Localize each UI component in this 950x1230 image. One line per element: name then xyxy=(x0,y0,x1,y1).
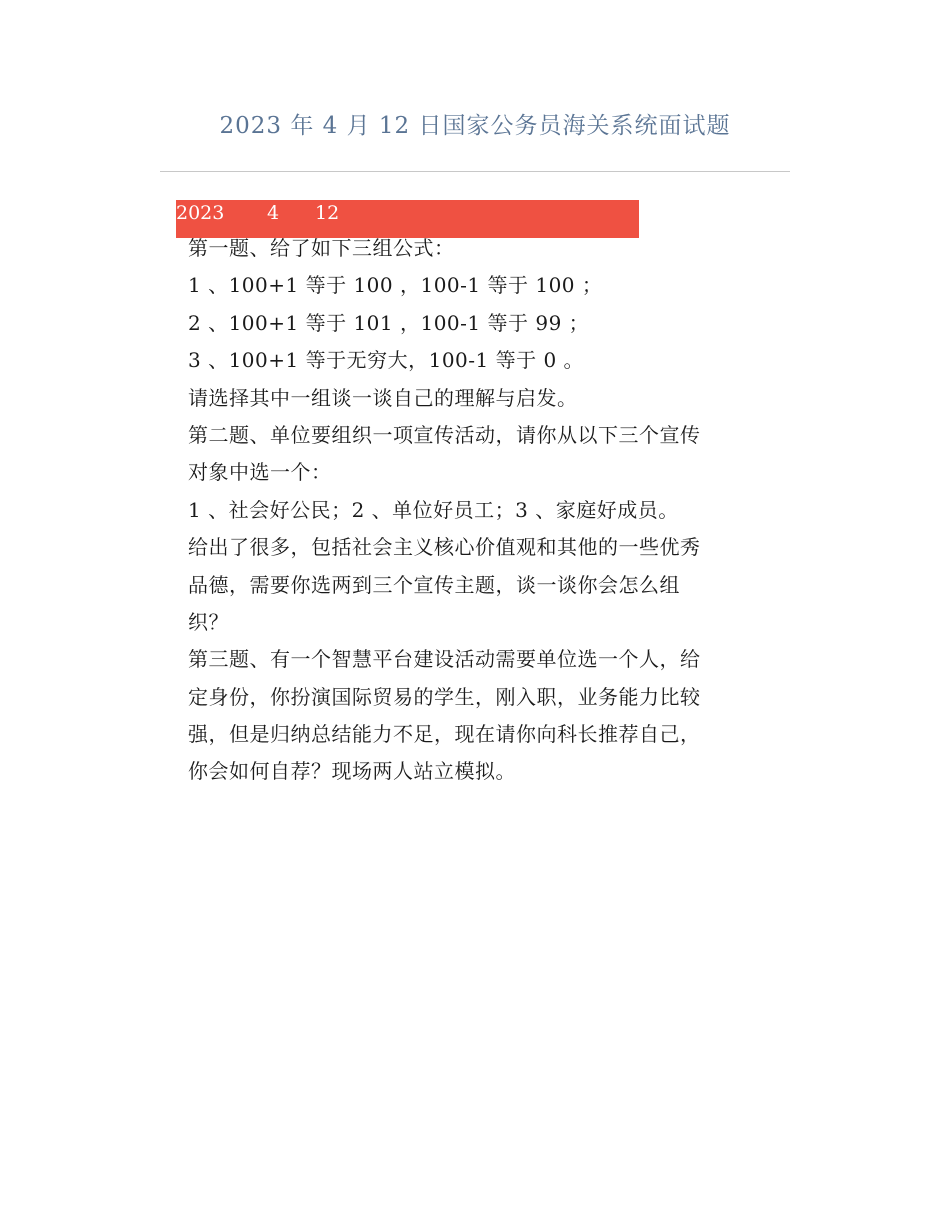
body-line: 请选择其中一组谈一谈自己的理解与启发。 xyxy=(188,385,578,410)
question-2-heading: 第二题、单位要组织一项宣传活动，请你从以下三个宣传 xyxy=(188,422,701,447)
formula-line: 3 、100+1 等于无穷大，100-1 等于 0 。 xyxy=(188,348,585,373)
body-line: 织？ xyxy=(188,609,229,634)
body-line: 对象中选一个： xyxy=(188,460,332,485)
formula-line: 1 、100+1 等于 100 ，100-1 等于 100 ； xyxy=(188,273,603,298)
banner-year: 2023 xyxy=(176,202,225,224)
question-3-heading: 第三题、有一个智慧平台建设活动需要单位选一个人，给 xyxy=(188,647,701,672)
body-line: 给出了很多，包括社会主义核心价值观和其他的一些优秀 xyxy=(188,535,701,560)
options-line: 1 、社会好公民；2 、单位好员工；3 、家庭好成员。 xyxy=(188,497,679,522)
body-line: 定身份，你扮演国际贸易的学生，刚入职，业务能力比较 xyxy=(188,684,701,709)
document-body xyxy=(188,230,753,791)
question-1-heading: 第一题、给了如下三组公式： xyxy=(188,236,455,260)
banner-day: 12 xyxy=(315,202,340,224)
formula-line: 2 、100+1 等于 101 ，100-1 等于 99 ； xyxy=(188,310,590,335)
body-line: 你会如何自荐？现场两人站立模拟。 xyxy=(188,759,516,784)
banner-month: 4 xyxy=(267,202,280,224)
title-divider xyxy=(160,171,790,172)
body-line: 品德，需要你选两到三个宣传主题，谈一谈你会怎么组 xyxy=(188,572,680,597)
body-line: 强，但是归纳总结能力不足，现在请你向科长推荐自己， xyxy=(188,722,701,747)
document-title: 2023 年 4 月 12 日国家公务员海关系统面试题 xyxy=(219,113,731,139)
